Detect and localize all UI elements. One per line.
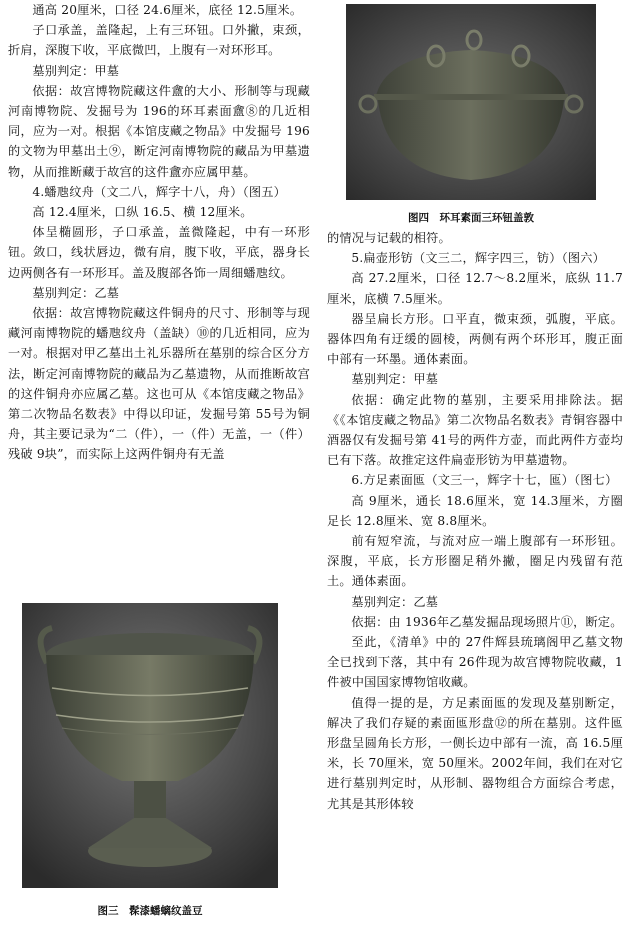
- paragraph: 至此，《清单》中的 27件辉县琉璃阁甲乙墓文物全已找到下落，其中有 26件现为故宫博物院收藏，1件被中国国家博物馆收藏。: [327, 635, 623, 690]
- right-text-column: [327, 228, 623, 814]
- figure-4-caption: 图四 环耳素面三环钮盖敦: [408, 212, 534, 224]
- paragraph: 依据：故宫博物院藏这件铜舟的尺寸、形制等与现藏河南博物院的蟠虺纹舟（盖缺）⑩的几近相同，应为一对。根据对甲乙墓出土礼乐器所在墓别的综合区分方法，断定河南博物院的藏品为乙墓遗物，从而推断故宫的这件铜舟亦应属乙墓。这也可从《本馆庋藏之物品》第二次物品名数表》中得以印证，发掘号第 55号为铜舟，其主要记录为“二（件），一（件）无盖，一（件）残破 9块”，而实际上这两件铜舟有无盖: [8, 306, 310, 462]
- paragraph: 墓别判定：甲墓: [32, 63, 120, 78]
- paragraph: 的情况与记载的相符。: [327, 231, 451, 245]
- paragraph: 前有短窄流，与流对应一端上腹部有一环形钮。深腹，平底，长方形圈足稍外撇，圈足内残留有范土。通体素面。: [327, 534, 623, 589]
- paragraph: 体呈椭圆形，子口承盖，盖微隆起，中有一环形钮。敛口，线状唇边，微有肩，腹下收，平底，器身长边两侧各有一环形耳。盖及腹部各饰一周细蟠虺纹。: [8, 225, 310, 280]
- paragraph: 器呈扁长方形。口平直，微束颈，弧腹，平底。器体四角有迂缓的圆棱，两侧有两个环形耳，腹正面中部有一环墨。通体素面。: [327, 311, 623, 367]
- paragraph: 高 27.2厘米，口径 12.7～8.2厘米，底纵 11.7厘米，底横 7.5厘米。: [327, 271, 623, 306]
- paragraph: 墓别判定：乙墓: [351, 594, 439, 609]
- paragraph: 高 9厘米，通长 18.6厘米，宽 14.3厘米，方圈足长 12.8厘米、宽 8.8厘米。: [327, 493, 623, 528]
- left-text-column: [8, 0, 310, 465]
- paragraph: 依据：确定此物的墓别，主要采用排除法。据《《本馆庋藏之物品》第二次物品名数表》青铜容器中酒器仅有发掘号第 41号的两件方壶，而此两件方壶均已有下落。故推定这件扁壶形钫为甲墓遗物。: [327, 392, 623, 468]
- paragraph: 依据：由 1936年乙墓发掘品现场照片⑪，断定。: [351, 614, 623, 629]
- paragraph: 值得一提的是，方足素面匜的发现及墓别断定，解决了我们存疑的素面匜形盘⑫的所在墓别。这件匜形盘呈圆角长方形，一侧长边中部有一流，高 16.5厘米，长 70厘米，宽 50厘米。2002年间，我们在对它进行墓别判定时，从形制、器物组合方面综合考虑，尤其是其形体较: [327, 695, 623, 811]
- paragraph: 墓别判定：甲墓: [351, 372, 439, 387]
- paragraph: 高 12.4厘米，口纵 16.5、横 12厘米。: [32, 205, 253, 220]
- figure-3-caption: 图三 髹漆蟠螭纹盖豆: [97, 905, 203, 917]
- figure-4: [346, 4, 596, 226]
- figure-4-photo: [346, 4, 596, 200]
- section-heading: 6.方足素面匜（文三一，辉字十七，匜）（图七）: [351, 473, 618, 488]
- section-heading: 5.扁壶形钫（文三二，辉字四三，钫）（图六）: [351, 251, 606, 266]
- figure-3: [22, 603, 278, 925]
- figure-3-photo: [22, 603, 278, 888]
- paragraph: 子口承盖，盖隆起，上有三环钮。口外撇，束颈，折肩，深腹下收，平底微凹，上腹有一对环形耳。: [8, 23, 310, 58]
- paragraph: 墓别判定：乙墓: [32, 285, 120, 300]
- paragraph: 依据：故宫博物院藏这件盦的大小、形制等与现藏河南博物院、发掘号为 196的环耳素面盦⑧的几近相同，应为一对。根据《本馆庋藏之物品》中发掘号 196的文物为甲墓出土⑨，断定河南博物院的藏品为甲墓遗物，从而推断藏于故宫的这件盦亦应属甲墓。: [8, 83, 310, 179]
- section-heading: 4.蟠虺纹舟（文二八，辉字十八，舟）（图五）: [32, 184, 287, 199]
- paragraph: 通高 20厘米，口径 24.6厘米，底径 12.5厘米。: [32, 3, 303, 17]
